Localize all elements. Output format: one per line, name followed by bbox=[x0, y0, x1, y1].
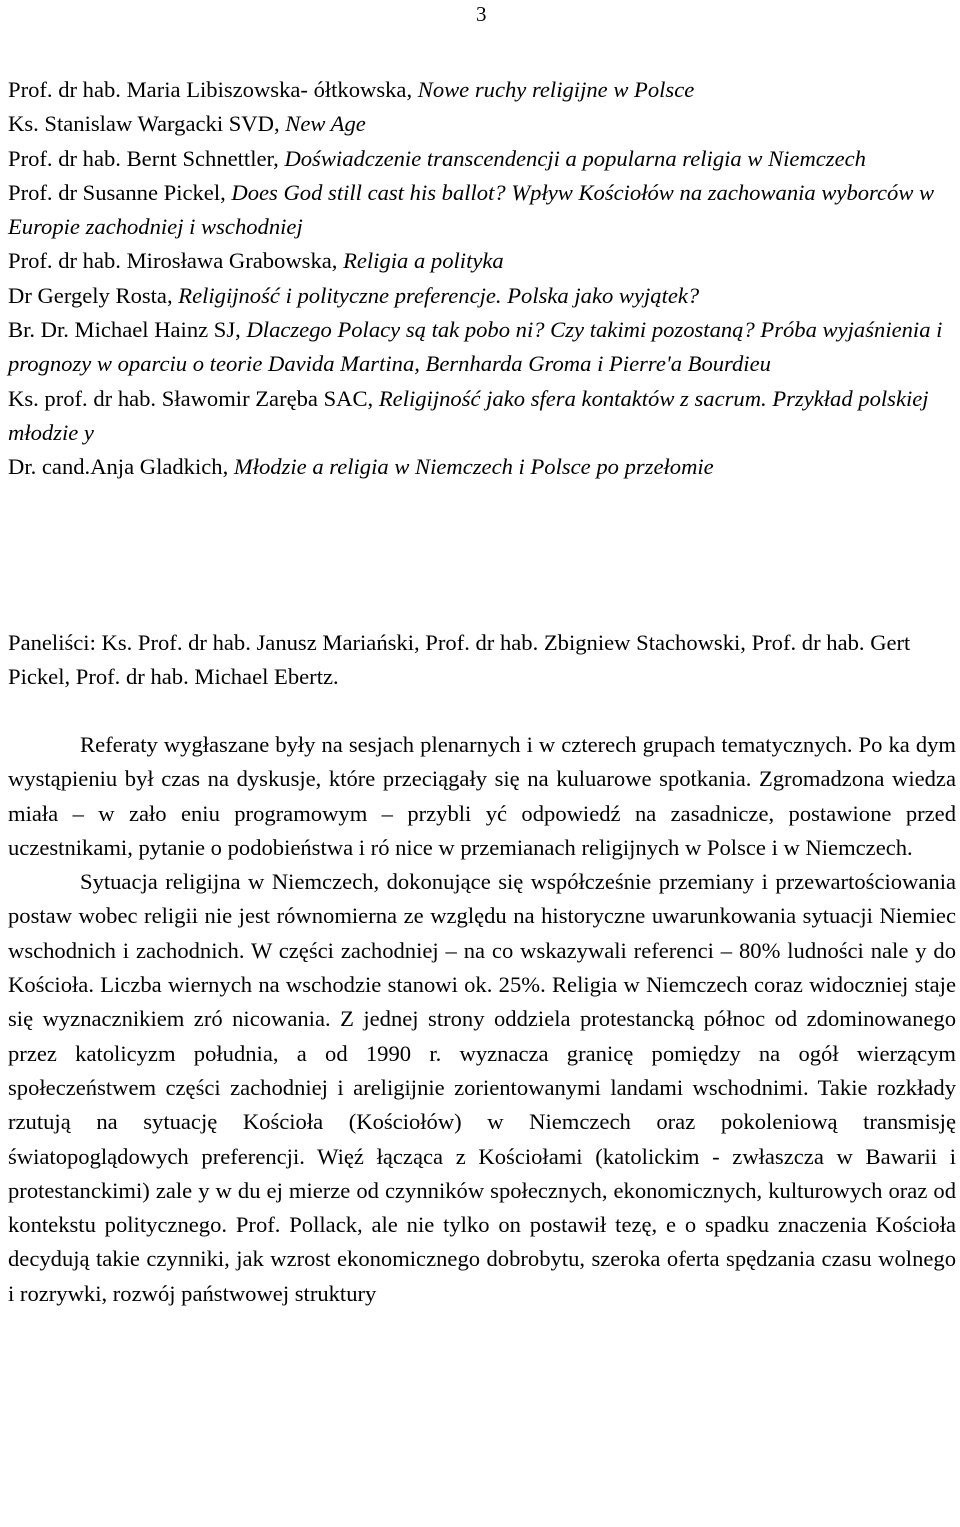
program-entry bbox=[8, 142, 956, 176]
speaker-name: Prof. dr hab. Maria Libiszowska- ółtkowska, bbox=[8, 77, 418, 102]
body-paragraph: Sytuacja religijna w Niemczech, dokonujące się współcześnie przemiany i przewartościowania postaw wobec religii nie jest równomierna ze względu na historyczne uwarunkowania sytuacji Niemiec wschodnich i zachodnich. W części zachodniej – na co wskazywali referenci – 80% ludności nale y do Kościoła. Liczba wiernych na wschodzie stanowi ok. 25%. Religia w Niemczech coraz widoczniej staje się wyznacznikiem zró nicowania. Z jednej strony oddziela protestancką północ od zdominowanego przez katolicyzm południa, a od 1990 r. wyznacza granicę pomiędzy na ogół wierzącym społeczeństwem części zachodniej i areligijnie zorientowanymi landami wschodnimi. Takie rozkłady rzutują na sytuację Kościoła (Kościołów) w Niemczech oraz pokoleniową transmisję światopoglądowych preferencji. Więź łącząca z Kościołami (katolickim - zwłaszcza w Bawarii i protestanckimi) zale y w du ej mierze od czynników społecznych, ekonomicznych, kulturowych oraz od kontekstu politycznego. Prof. Pollack, ale nie tylko on postawił tezę, e o spadku znaczenia Kościoła decydują takie czynniki, jak wzrost ekonomicznego dobrobytu, szeroka oferta spędzania czasu wolnego i rozrywki, rozwój państwowej struktury bbox=[8, 869, 956, 1306]
program-entry bbox=[8, 382, 956, 451]
program-entry bbox=[8, 176, 956, 245]
program-entry bbox=[8, 279, 956, 313]
program-entry bbox=[8, 244, 956, 278]
talk-title: Doświadczenie transcendencji a popularna religia w Niemczech bbox=[284, 145, 866, 171]
talk-title: New Age bbox=[285, 111, 366, 137]
conference-program bbox=[8, 73, 956, 485]
talk-title: Does God still cast his ballot? Wpływ Kościołów na zachowania wyborców w Europie zachodniej i wschodniej bbox=[8, 179, 935, 240]
speaker-name: Br. Dr. Michael Hainz SJ, bbox=[8, 317, 247, 343]
program-entry bbox=[8, 73, 956, 107]
program-entry bbox=[8, 313, 956, 382]
speaker-name: Prof. dr hab. Bernt Schnettler, bbox=[8, 145, 285, 171]
talk-title: Religijność jako sfera kontaktów z sacrum. Przykład polskiej młodzie y bbox=[8, 385, 929, 445]
page-number: 3 bbox=[476, 2, 487, 26]
speaker-name: Dr Gergely Rosta, bbox=[8, 282, 179, 308]
speaker-name: Prof. dr hab. Mirosława Grabowska, bbox=[8, 248, 344, 274]
program-entry bbox=[8, 450, 956, 484]
talk-title: Młodzie a religia w Niemczech i Polsce po przełomie bbox=[233, 454, 714, 480]
speaker-name: Ks. prof. dr hab. Sławomir Zaręba SAC, bbox=[8, 385, 379, 411]
talk-title: Dlaczego Polacy są tak pobo ni? Czy takimi pozostaną? Próba wyjaśnienia i prognozy w oparciu o teorie Davida Martina, Bernharda Groma i Pierre'a Bourdieu bbox=[8, 317, 943, 377]
speaker-name: Ks. Stanislaw Wargacki SVD, bbox=[8, 111, 286, 137]
talk-title: Religia a polityka bbox=[343, 248, 504, 274]
talk-title: Nowe ruchy religijne w Polsce bbox=[417, 77, 695, 102]
body-paragraph: Referaty wygłaszane były na sesjach plenarnych i w czterech grupach tematycznych. Po ka dym wystąpieniu był czas na dyskusje, które przeciągały się na kuluarowe spotkania. Zgromadzona wiedza miała – w zało eniu programowym – przybli yć odpowiedź na zasadnicze, postawione przed uczestnikami, pytanie o podobieństwa i ró nice w przemianach religijnych w Polsce i w Niemczech. bbox=[8, 732, 956, 860]
panelists-list: Paneliści: Ks. Prof. dr hab. Janusz Mariański, Prof. dr hab. Zbigniew Stachowski, Prof. dr hab. Gert Pickel, Prof. dr hab. Michael Ebertz. bbox=[8, 630, 911, 690]
speaker-name: Dr. cand.Anja Gladkich, bbox=[8, 454, 234, 480]
program-entry bbox=[8, 107, 956, 141]
report-body bbox=[8, 728, 956, 1311]
talk-title: Religijność i polityczne preferencje. Polska jako wyjątek? bbox=[178, 282, 700, 308]
speaker-name: Prof. dr Susanne Pickel, bbox=[8, 179, 232, 205]
